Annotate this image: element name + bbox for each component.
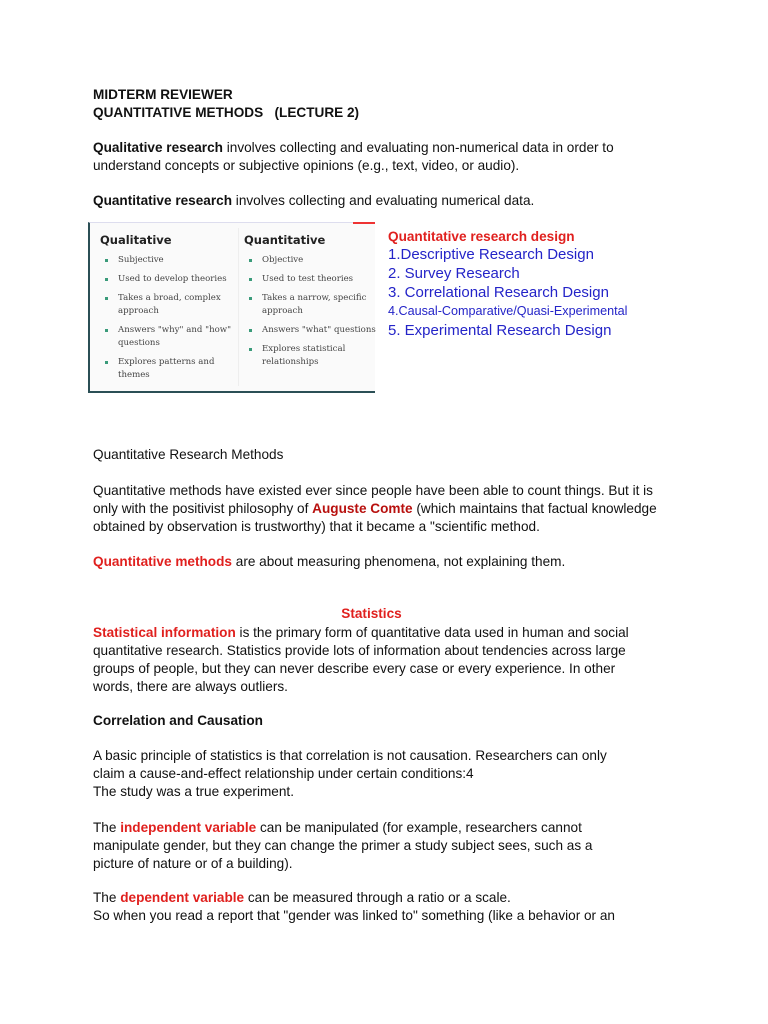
list-item: Answers "why" and "how" questions — [100, 324, 235, 350]
correlation-heading: Correlation and Causation — [93, 713, 263, 728]
list-item: 3. Correlational Research Design — [388, 284, 609, 301]
text: Quantitative methods have existed ever since people have been able to count things. But it is only with the positivist philosophy of — [93, 483, 653, 516]
list-item: 5. Experimental Research Design — [388, 322, 612, 339]
term: Quantitative methods — [93, 554, 232, 569]
text: is the primary form of quantitative data used in human and social quantitative research. Statistics provide lots of information about tendencies across large groups of people, but they can never describe every case or every experience. In other words, there are always outliers. — [93, 625, 629, 694]
column-title: Qualitative — [100, 233, 172, 247]
methods-heading: Quantitative Research Methods — [93, 447, 284, 462]
comparison-image — [88, 222, 375, 393]
list-item: Explores statistical relationships — [244, 343, 379, 369]
text: are about measuring phenomena, not explaining them. — [231, 554, 566, 569]
text: (which maintains that factual knowledge obtained by observation is trustworthy) that it became a "scientific method. — [93, 501, 657, 534]
list-item: Used to develop theories — [100, 273, 235, 286]
statistics-heading: Statistics — [341, 606, 402, 621]
last-line: So when you read a report that "gender was linked to" something (like a behavior or an — [93, 908, 615, 923]
doc-subtitle: QUANTITATIVE METHODS (LECTURE 2) — [93, 105, 360, 120]
list-item: Objective — [244, 254, 379, 267]
term: dependent variable — [120, 890, 245, 905]
column-divider — [238, 228, 239, 386]
text: The — [93, 820, 121, 835]
list-item: Subjective — [100, 254, 235, 267]
text: involves collecting and evaluating non-numerical data in order to understand concepts or subjective opinions (e.g., text, video, or audio). — [93, 140, 614, 173]
text: involves collecting and evaluating numerical data. — [232, 193, 535, 208]
text: The — [93, 890, 121, 905]
text: can be measured through a ratio or a scale. — [244, 890, 511, 905]
design-heading: Quantitative research design — [388, 229, 575, 244]
term: Statistical information — [93, 625, 236, 640]
list-item: 1.Descriptive Research Design — [388, 246, 594, 263]
doc-header — [93, 86, 683, 122]
methods-paragraph — [93, 482, 673, 536]
quantitative-column — [244, 233, 379, 375]
text: can be manipulated (for example, researchers cannot manipulate gender, but they can change the primer a study subject sees, such as a picture of nature or of a building). — [93, 820, 593, 871]
term: independent variable — [120, 820, 257, 835]
correlation-condition: The study was a true experiment. — [93, 784, 294, 799]
list-item: 4.Causal-Comparative/Quasi-Experimental — [388, 304, 628, 318]
methods-definition — [93, 553, 683, 571]
list-item: Explores patterns and themes — [100, 356, 235, 382]
term: Qualitative research — [93, 140, 223, 155]
list-item: Answers "what" questions — [244, 324, 379, 337]
list-item: Used to test theories — [244, 273, 379, 286]
doc-title: MIDTERM REVIEWER — [93, 87, 233, 102]
list-item: Takes a narrow, specific approach — [244, 292, 379, 318]
research-design-list — [388, 228, 627, 340]
statistics-paragraph — [93, 624, 658, 696]
qualitative-definition — [93, 139, 653, 175]
dependent-variable-paragraph — [93, 889, 683, 907]
decor-line — [353, 222, 375, 224]
quantitative-definition — [93, 192, 683, 210]
correlation-paragraph: A basic principle of statistics is that correlation is not causation. Researchers can only claim a cause-and-effect relationship under certain conditions:4 — [93, 748, 607, 781]
column-title: Quantitative — [244, 233, 326, 247]
list-item: 2. Survey Research — [388, 265, 520, 282]
list-item: Takes a broad, complex approach — [100, 292, 235, 318]
name: Auguste Comte — [312, 501, 413, 516]
independent-variable-paragraph — [93, 819, 628, 873]
term: Quantitative research — [93, 193, 233, 208]
qualitative-column — [100, 233, 235, 388]
